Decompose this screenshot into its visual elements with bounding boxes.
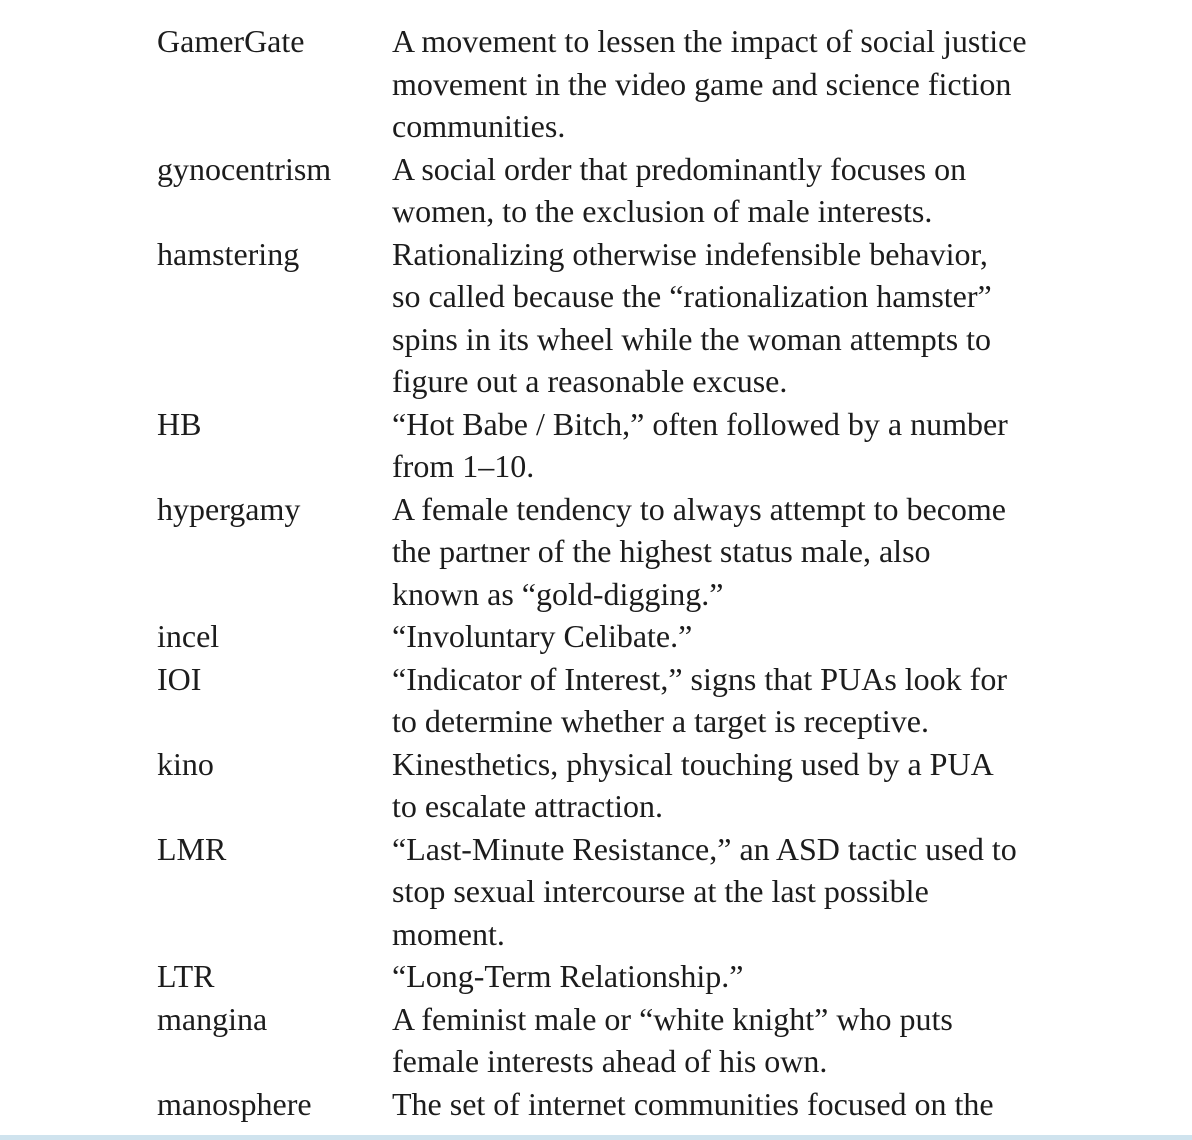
glossary-term: manosphere <box>157 1085 312 1122</box>
glossary-definition: A female tendency to always attempt to become the partner of the highest status male, also known as “gold-digging.” <box>392 490 1006 612</box>
glossary-definition: “Long-Term Relationship.” <box>392 958 744 994</box>
glossary-entry-ltr <box>0 955 1192 998</box>
glossary-term: GamerGate <box>157 23 305 59</box>
glossary-definition: Kinesthetics, physical touching used by a PUA to escalate attraction. <box>392 745 994 824</box>
glossary-entry-hb <box>0 403 1192 488</box>
glossary-definition: The set of internet communities focused on the <box>392 1085 994 1122</box>
glossary-definition: “Indicator of Interest,” signs that PUAs look for to determine whether a target is receptive. <box>392 660 1007 739</box>
glossary-term: incel <box>157 618 220 654</box>
glossary-term: LMR <box>157 830 227 867</box>
glossary-list <box>0 20 1192 1125</box>
glossary-definition: “Involuntary Celibate.” <box>392 618 693 654</box>
glossary-entry-ioi <box>0 658 1192 743</box>
glossary-term: LTR <box>157 958 215 994</box>
glossary-term: hypergamy <box>157 490 301 527</box>
glossary-term: mangina <box>157 1000 268 1037</box>
glossary-definition: “Last-Minute Resistance,” an ASD tactic used to stop sexual intercourse at the last possible moment. <box>392 830 1017 952</box>
glossary-definition: A movement to lessen the impact of social justice movement in the video game and science fiction communities. <box>392 23 1027 144</box>
page-bottom-edge <box>0 1135 1192 1140</box>
glossary-definition: “Hot Babe / Bitch,” often followed by a number from 1–10. <box>392 405 1008 484</box>
glossary-entry-incel <box>0 615 1192 658</box>
glossary-entry-hypergamy <box>0 488 1192 616</box>
glossary-term: kino <box>157 745 214 782</box>
glossary-entry-mangina <box>0 998 1192 1083</box>
glossary-entry-manosphere <box>0 1083 1192 1126</box>
glossary-entry-kino <box>0 743 1192 828</box>
glossary-entry-gynocentrism <box>0 148 1192 233</box>
glossary-definition: A social order that predominantly focuses on women, to the exclusion of male interests. <box>392 150 967 229</box>
glossary-entry-hamstering <box>0 233 1192 403</box>
glossary-entry-lmr <box>0 828 1192 956</box>
glossary-definition: Rationalizing otherwise indefensible behavior, so called because the “rationalization hamster” spins in its wheel while the woman attempts to figure out a reasonable excuse. <box>392 235 992 399</box>
glossary-definition: A feminist male or “white knight” who puts female interests ahead of his own. <box>392 1000 953 1079</box>
glossary-term: hamstering <box>157 235 300 272</box>
glossary-term: IOI <box>157 660 202 697</box>
glossary-term: HB <box>157 405 202 442</box>
glossary-term: gynocentrism <box>157 150 332 187</box>
glossary-entry-gamergate <box>0 20 1192 148</box>
